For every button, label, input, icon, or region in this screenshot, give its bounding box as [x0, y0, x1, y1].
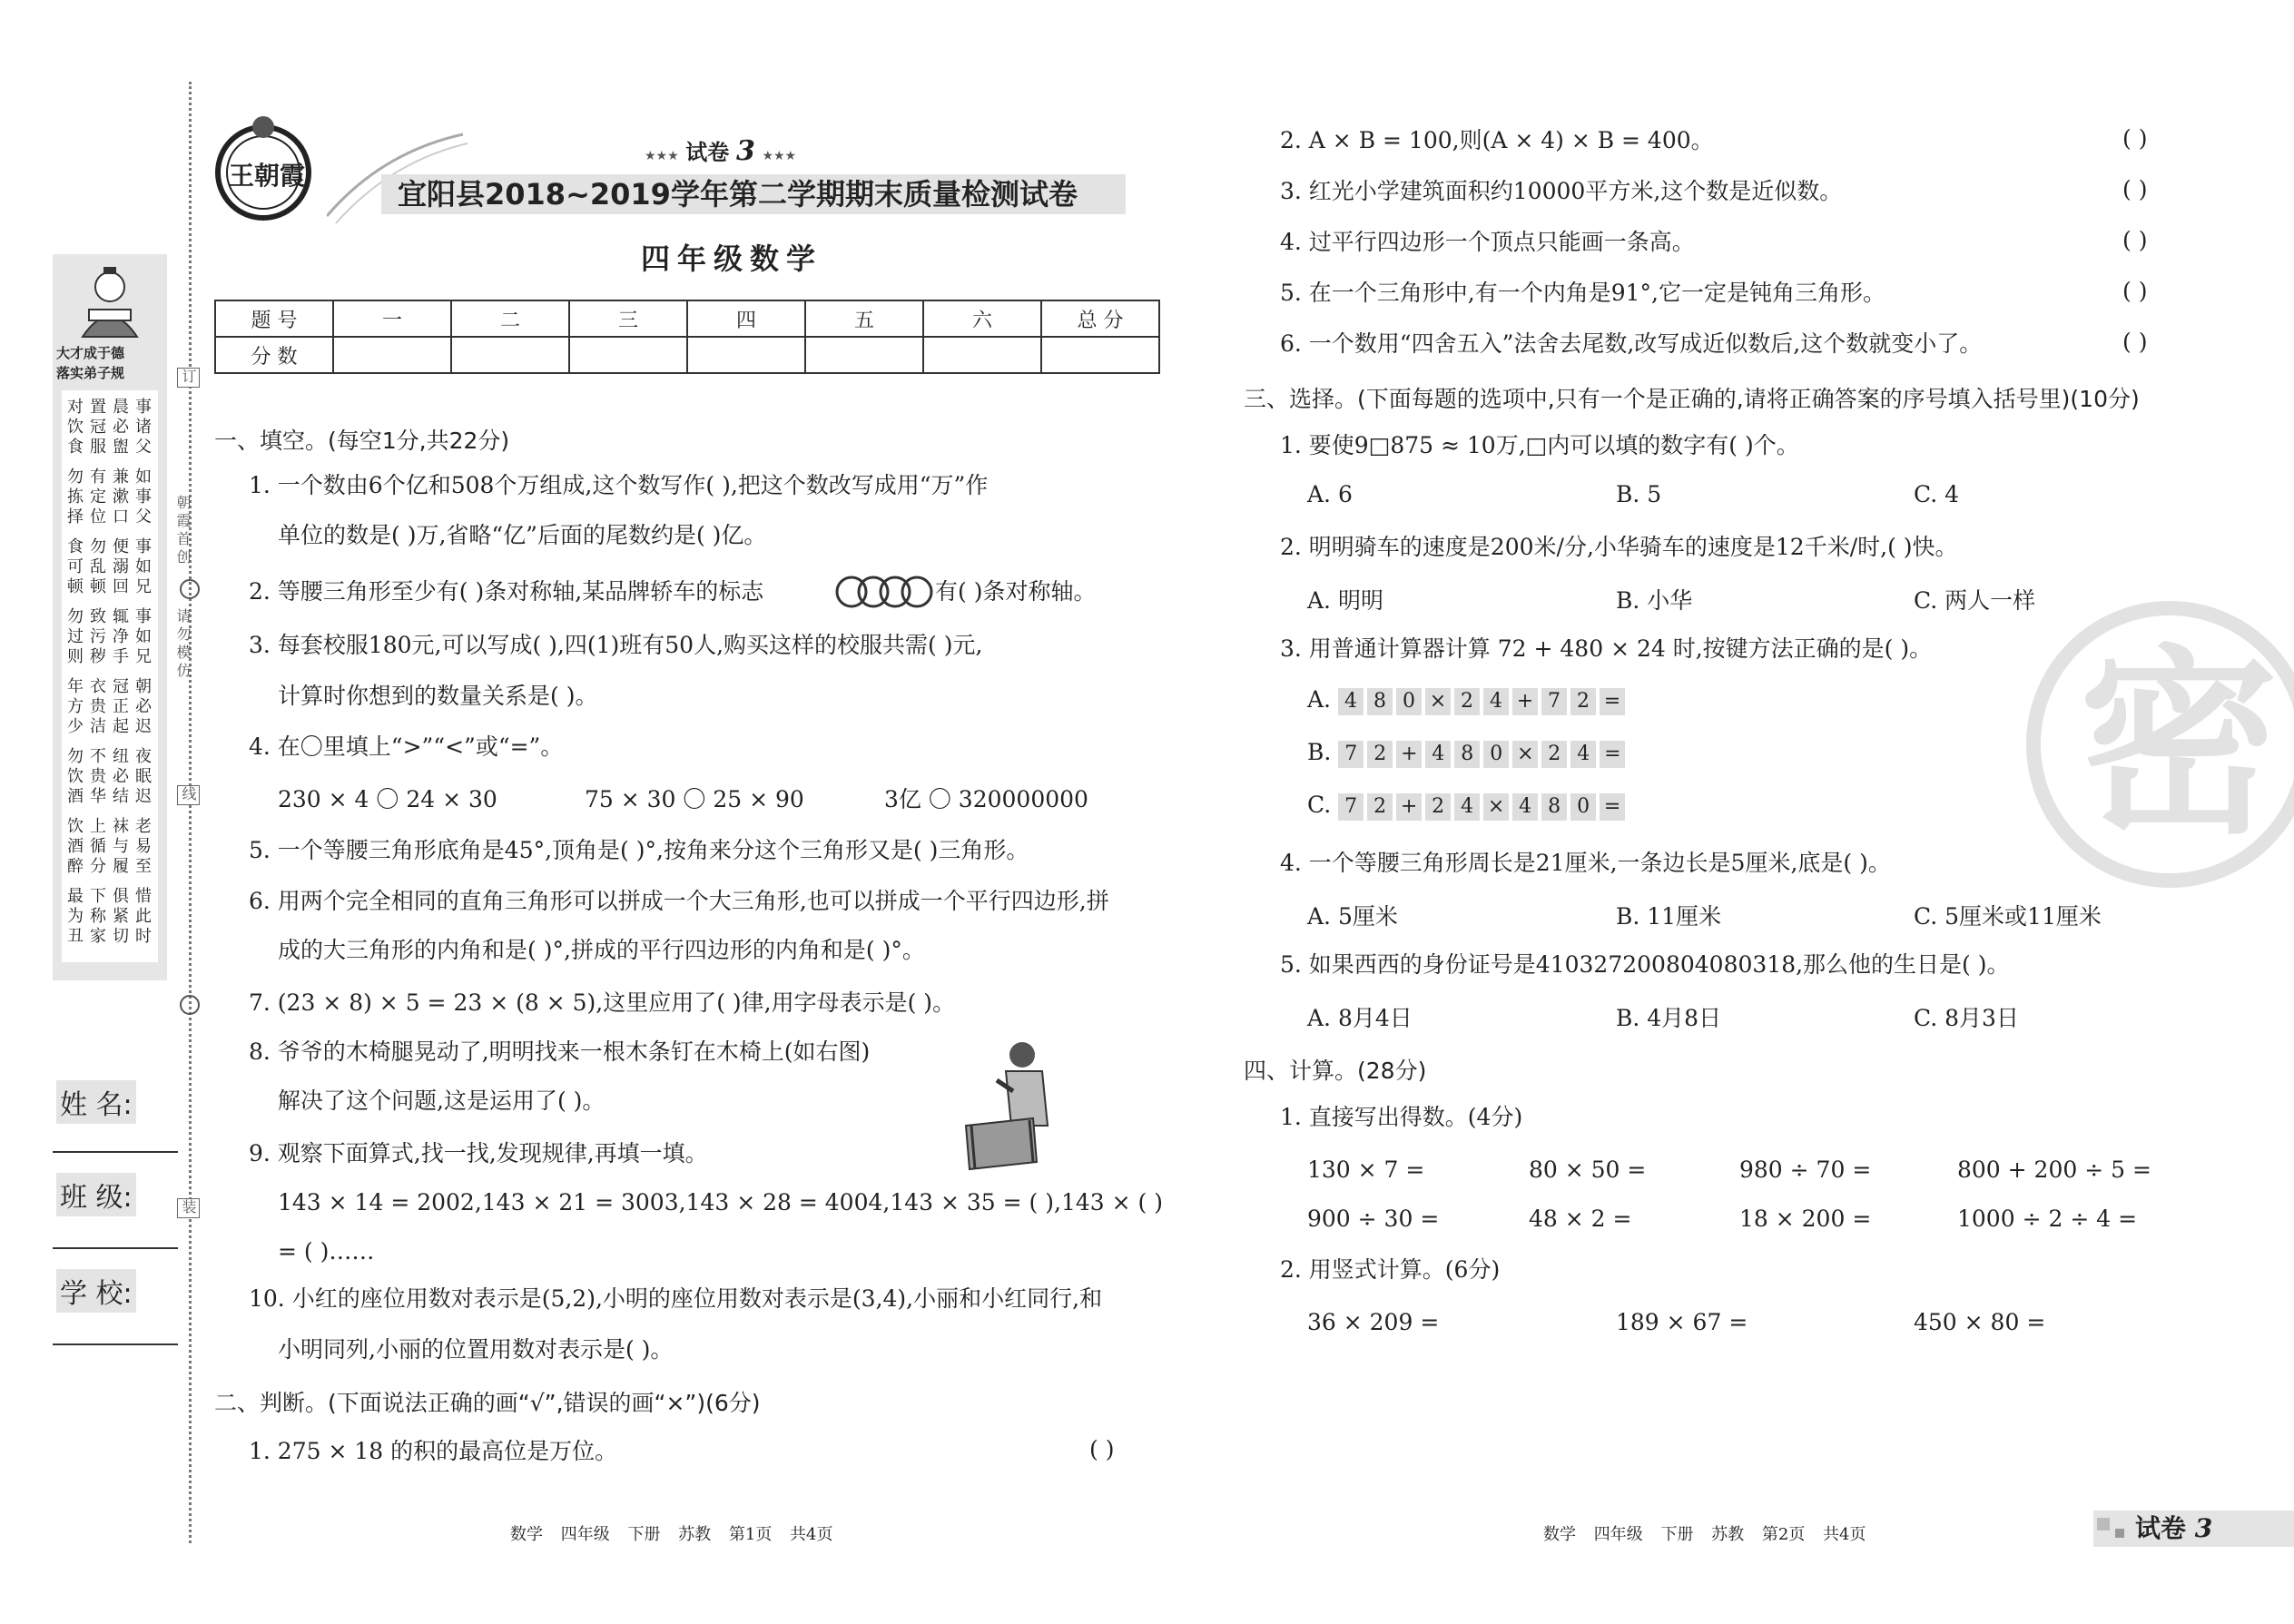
score-cell[interactable] — [923, 337, 1041, 373]
rule-text-column: 食可顿 — [67, 537, 84, 596]
question-8-line-1: 8. 爷爷的木椅腿晃动了,明明找来一根木条钉在木椅上(如右图) — [249, 1038, 871, 1065]
choice-3-line: 3. 用普通计算器计算 72 + 480 × 24 时,按键方法正确的是( )。 — [1280, 635, 1933, 662]
score-cell[interactable] — [687, 337, 805, 373]
section-3-heading: 三、选择。(下面每题的选项中,只有一个是正确的,请将正确答案的序号填入括号里)(10分) — [1244, 386, 2140, 412]
footer-tag — [2135, 1509, 2212, 1545]
calc-key: 4 — [1454, 793, 1480, 821]
question-9-line-2: 143 × 14 = 2002,143 × 21 = 3003,143 × 28 = 4004,143 × 35 = ( ),143 × ( ) — [278, 1189, 1163, 1216]
compare-item: 3亿 〇 320000000 — [884, 786, 1088, 812]
calc-key: 4 — [1338, 688, 1364, 715]
score-table-col: 三 — [569, 300, 687, 337]
score-table — [214, 300, 1160, 374]
section-2-heading: 二、判断。(下面说法正确的画“√”,错误的画“×”)(6分) — [214, 1390, 761, 1416]
score-table-header-row — [215, 300, 1159, 337]
calc-key: 2 — [1454, 688, 1480, 715]
choice-option[interactable]: C. 两人一样 — [1914, 587, 2036, 614]
footer-tag-square — [2097, 1518, 2110, 1530]
compare-item: 230 × 4 〇 24 × 30 — [278, 786, 497, 812]
question-3-line-2: 计算时你想到的数量关系是( )。 — [278, 683, 598, 709]
rule-text-column: 勿拣择 — [67, 468, 84, 527]
rule-text-column: 有定位 — [90, 468, 106, 527]
rule-text-column: 俱紧切 — [113, 887, 129, 946]
car-logo-rings-icon — [833, 574, 935, 610]
calc-item: 980 ÷ 70 = — [1739, 1156, 1872, 1183]
score-table-row-label: 题 号 — [215, 300, 333, 337]
choice-4-line: 4. 一个等腰三角形周长是21厘米,一条边长是5厘米,底是( )。 — [1280, 850, 1891, 876]
calc-key: + — [1512, 688, 1538, 715]
question-2-line-1: 2. 等腰三角形至少有( )条对称轴,某品牌轿车的标志 — [249, 578, 764, 605]
choice-1-line: 1. 要使9□875 ≈ 10万,□内可以填的数字有( )个。 — [1280, 432, 1799, 458]
question-6-line-1: 6. 用两个完全相同的直角三角形可以拼成一个大三角形,也可以拼成一个平行四边形,拼 — [249, 888, 1109, 914]
rule-text-column: 朝必迟 — [135, 677, 152, 736]
answer-bracket[interactable]: ( ) — [2122, 227, 2148, 253]
calc-item: 900 ÷ 30 = — [1307, 1206, 1440, 1232]
rule-text-column: 纽必结 — [113, 747, 129, 806]
question-5-line: 5. 一个等腰三角形底角是45°,顶角是( )°,按角来分这个三角形又是( )三角形。 — [249, 837, 1029, 863]
calc-key: × — [1512, 741, 1538, 768]
calc-key: 2 — [1570, 688, 1596, 715]
option-label: C. — [1307, 792, 1332, 818]
choice-option[interactable]: C. 4 — [1914, 481, 1960, 507]
choice-option[interactable]: B. 4月8日 — [1616, 1005, 1722, 1031]
compare-item: 75 × 30 〇 25 × 90 — [585, 786, 804, 812]
score-cell[interactable] — [805, 337, 923, 373]
footer-page-1: 数学 四年级 下册 苏教 第1页 共4页 — [510, 1525, 833, 1544]
rule-text-column: 老易至 — [135, 817, 152, 876]
calc-item: 48 × 2 = — [1529, 1206, 1632, 1232]
calculator-option-c[interactable] — [1307, 792, 1629, 821]
option-label: B. — [1307, 739, 1332, 765]
calc-key: 2 — [1541, 741, 1567, 768]
seal-mark-3: 装 — [177, 1198, 200, 1218]
calc-key: = — [1600, 741, 1625, 768]
calc-key: = — [1600, 793, 1625, 821]
rule-text-column: 袜与履 — [113, 817, 129, 876]
paper-tag-label: 试卷 — [685, 140, 730, 165]
calc-item: 800 + 200 ÷ 5 = — [1957, 1156, 2151, 1183]
rule-text-column: 便溺回 — [113, 537, 129, 596]
binding-dotted-line — [189, 82, 192, 1543]
rule-text-column: 对饮食 — [67, 398, 84, 457]
rule-text-column: 致污秽 — [90, 607, 106, 666]
calc-key: 8 — [1367, 688, 1393, 715]
calc-key: 4 — [1483, 688, 1509, 715]
class-field[interactable] — [53, 1247, 178, 1249]
score-table-col: 六 — [923, 300, 1041, 337]
answer-bracket[interactable]: ( ) — [2122, 176, 2148, 202]
score-cell[interactable] — [1041, 337, 1159, 373]
choice-option[interactable]: C. 8月3日 — [1914, 1005, 2019, 1031]
choice-5-line: 5. 如果西西的身份证号是410327200804080318,那么他的生日是( )。 — [1280, 951, 2010, 978]
question-1-line-1: 1. 一个数由6个亿和508个万组成,这个数写作( ),把这个数改写成用“万”作 — [249, 472, 989, 498]
paper-tag — [645, 134, 796, 167]
rule-text-column: 夜眠迟 — [135, 747, 152, 806]
calc-key: × — [1483, 793, 1509, 821]
judge-5-line: 5. 在一个三角形中,有一个内角是91°,它一定是钝角三角形。 — [1280, 280, 1886, 306]
question-10-line-2: 小明同列,小丽的位置用数对表示是( )。 — [278, 1336, 674, 1363]
question-6-line-2: 成的大三角形的内角和是( )°,拼成的平行四边形的内角和是( )°。 — [278, 937, 925, 963]
slogan-bottom: 落实弟子规 — [56, 365, 125, 381]
rule-text-column: 勿乱顿 — [90, 537, 106, 596]
page-subtitle: 四年级数学 — [641, 241, 823, 276]
calc-key: × — [1425, 688, 1451, 715]
answer-bracket[interactable]: ( ) — [2122, 329, 2148, 355]
calc-key: 7 — [1541, 688, 1567, 715]
rule-text-column: 事诸父 — [135, 398, 152, 457]
option-label: A. — [1307, 686, 1332, 713]
calc-key: 4 — [1512, 793, 1538, 821]
judge-6-line: 6. 一个数用“四舍五入”法舍去尾数,改写成近似数后,这个数就变小了。 — [1280, 330, 1983, 357]
calc-2-line: 2. 用竖式计算。(6分) — [1280, 1256, 1501, 1283]
calc-item: 80 × 50 = — [1529, 1156, 1647, 1183]
rule-text-column: 兼漱口 — [113, 468, 129, 527]
score-table-row-label: 分 数 — [215, 337, 333, 373]
calculator-option-a[interactable] — [1307, 686, 1629, 715]
question-1-line-2: 单位的数是( )万,省略“亿”后面的尾数约是( )亿。 — [278, 522, 767, 548]
score-table-col: 二 — [451, 300, 569, 337]
name-label: 姓 名: — [56, 1080, 136, 1124]
question-8-line-2: 解决了这个问题,这是运用了( )。 — [278, 1088, 605, 1114]
footer-tag-square — [2115, 1529, 2124, 1538]
calc-key: 0 — [1483, 741, 1509, 768]
chair-repair-illustration — [960, 1035, 1069, 1171]
rules-text-block — [62, 390, 158, 962]
calc-key: + — [1396, 741, 1422, 768]
calc-key: 2 — [1367, 741, 1393, 768]
calc-item: 1000 ÷ 2 ÷ 4 = — [1957, 1206, 2138, 1232]
binding-ring-icon — [178, 577, 202, 601]
section-4-heading: 四、计算。(28分) — [1244, 1058, 1427, 1084]
rule-text-column: 衣贵洁 — [90, 677, 106, 736]
logo-text: 王朝霞 — [229, 161, 306, 191]
choice-option[interactable]: A. 明明 — [1307, 587, 1383, 614]
stars-left: ★★★ — [645, 149, 679, 163]
rule-text-column: 事如兄 — [135, 607, 152, 666]
judge-2-line: 2. A × B = 100,则(A × 4) × B = 400。 — [1280, 127, 1714, 153]
choice-option[interactable]: A. 8月4日 — [1307, 1005, 1413, 1031]
rule-text-column: 饮酒醉 — [67, 817, 84, 876]
choice-option[interactable]: B. 5 — [1616, 481, 1662, 507]
choice-option[interactable]: C. 5厘米或11厘米 — [1914, 903, 2102, 930]
question-3-line-1: 3. 每套校服180元,可以写成( ),四(1)班有50人,购买这样的校服共需( )元, — [249, 632, 983, 658]
choice-option[interactable]: B. 小华 — [1616, 587, 1693, 614]
calc-key: 7 — [1338, 793, 1364, 821]
footer-tag-label: 试卷 — [2135, 1513, 2187, 1543]
school-label: 学 校: — [56, 1269, 136, 1313]
score-table-col: 一 — [333, 300, 451, 337]
stars-right: ★★★ — [762, 149, 797, 163]
name-field[interactable] — [53, 1151, 178, 1153]
calc-item: 189 × 67 = — [1616, 1309, 1748, 1335]
calc-key: 4 — [1425, 741, 1451, 768]
score-table-col: 总 分 — [1041, 300, 1159, 337]
question-9-line-1: 9. 观察下面算式,找一找,发现规律,再填一填。 — [249, 1140, 708, 1166]
rule-text-column: 勿过则 — [67, 607, 84, 666]
choice-option[interactable]: A. 5厘米 — [1307, 903, 1398, 930]
seal-mark-1: 订 — [177, 368, 200, 388]
calc-item: 36 × 209 = — [1307, 1309, 1440, 1335]
calc-key: 4 — [1570, 741, 1596, 768]
question-10-line-1: 10. 小红的座位用数对表示是(5,2),小明的座位用数对表示是(3,4),小丽和小红同行,和 — [249, 1285, 1103, 1312]
rule-text-column: 勿饮酒 — [67, 747, 84, 806]
calc-key: 0 — [1570, 793, 1596, 821]
secret-stamp-text: 密 — [2079, 628, 2279, 861]
side-note-2: 请勿模仿 — [174, 608, 192, 681]
question-7-line: 7. (23 × 8) × 5 = 23 × (8 × 5),这里应用了( )律,用字母表示是( )。 — [249, 989, 956, 1016]
calc-item: 130 × 7 = — [1307, 1156, 1425, 1183]
rule-text-column: 上循分 — [90, 817, 106, 876]
answer-bracket[interactable]: ( ) — [2122, 278, 2148, 304]
rule-text-column: 不贵华 — [90, 747, 106, 806]
paper-tag-number: 3 — [735, 135, 755, 167]
score-cell[interactable] — [569, 337, 687, 373]
rule-text-column: 辄净手 — [113, 607, 129, 666]
calc-key: + — [1396, 793, 1422, 821]
rule-text-column: 下称家 — [90, 887, 106, 946]
scholar-figure-icon — [69, 260, 151, 341]
footer-page-2: 数学 四年级 下册 苏教 第2页 共4页 — [1543, 1525, 1866, 1544]
calc-1-line: 1. 直接写出得数。(4分) — [1280, 1104, 1523, 1130]
choice-option[interactable]: B. 11厘米 — [1616, 903, 1722, 930]
section-1-heading: 一、填空。(每空1分,共22分) — [214, 428, 510, 454]
rule-text-column: 如事父 — [135, 468, 152, 527]
score-table-score-row — [215, 337, 1159, 373]
rule-text-column: 事如兄 — [135, 537, 152, 596]
calc-key: 2 — [1367, 793, 1393, 821]
choice-2-line: 2. 明明骑车的速度是200米/分,小华骑车的速度是12千米/时,( )快。 — [1280, 534, 1958, 560]
rule-text-column: 晨必盥 — [113, 398, 129, 457]
binding-ring-icon — [178, 993, 202, 1017]
answer-bracket[interactable]: ( ) — [2122, 125, 2148, 152]
rule-text-column: 惜此时 — [135, 887, 152, 946]
question-4-line: 4. 在〇里填上“>”“<”或“=”。 — [249, 733, 564, 760]
side-note-1: 朝霞首创 — [174, 495, 192, 567]
footer-tag-number: 3 — [2194, 1513, 2213, 1543]
calc-item: 18 × 200 = — [1739, 1206, 1872, 1232]
rule-text-column: 年方少 — [67, 677, 84, 736]
question-9-line-3: = ( )…… — [278, 1238, 375, 1265]
seal-mark-2: 线 — [177, 785, 200, 805]
calculator-option-b[interactable] — [1307, 739, 1629, 768]
rule-text-column: 冠正起 — [113, 677, 129, 736]
judge-1-line: 1. 275 × 18 的积的最高位是万位。 — [249, 1438, 618, 1464]
calc-key: 8 — [1454, 741, 1480, 768]
answer-bracket[interactable]: ( ) — [1089, 1436, 1115, 1462]
calc-key: 7 — [1338, 741, 1364, 768]
question-2-line-2: 有( )条对称轴。 — [935, 578, 1097, 605]
score-cell[interactable] — [333, 337, 451, 373]
score-table-col: 五 — [805, 300, 923, 337]
class-label: 班 级: — [56, 1173, 136, 1216]
judge-3-line: 3. 红光小学建筑面积约10000平方米,这个数是近似数。 — [1280, 178, 1843, 204]
score-table-col: 四 — [687, 300, 805, 337]
page-title: 宜阳县2018~2019学年第二学期期末质量检测试卷 — [398, 177, 1078, 212]
judge-4-line: 4. 过平行四边形一个顶点只能画一条高。 — [1280, 229, 1695, 255]
calc-key: 2 — [1425, 793, 1451, 821]
calc-key: 0 — [1396, 688, 1422, 715]
school-field[interactable] — [53, 1343, 178, 1345]
slogan-top: 大才成于德 — [56, 345, 125, 361]
calc-key: = — [1600, 688, 1625, 715]
choice-option[interactable]: A. 6 — [1307, 481, 1353, 507]
rule-text-column: 置冠服 — [90, 398, 106, 457]
calc-item: 450 × 80 = — [1914, 1309, 2046, 1335]
rule-text-column: 最为丑 — [67, 887, 84, 946]
score-cell[interactable] — [451, 337, 569, 373]
rules-panel — [53, 254, 167, 980]
calc-key: 8 — [1541, 793, 1567, 821]
